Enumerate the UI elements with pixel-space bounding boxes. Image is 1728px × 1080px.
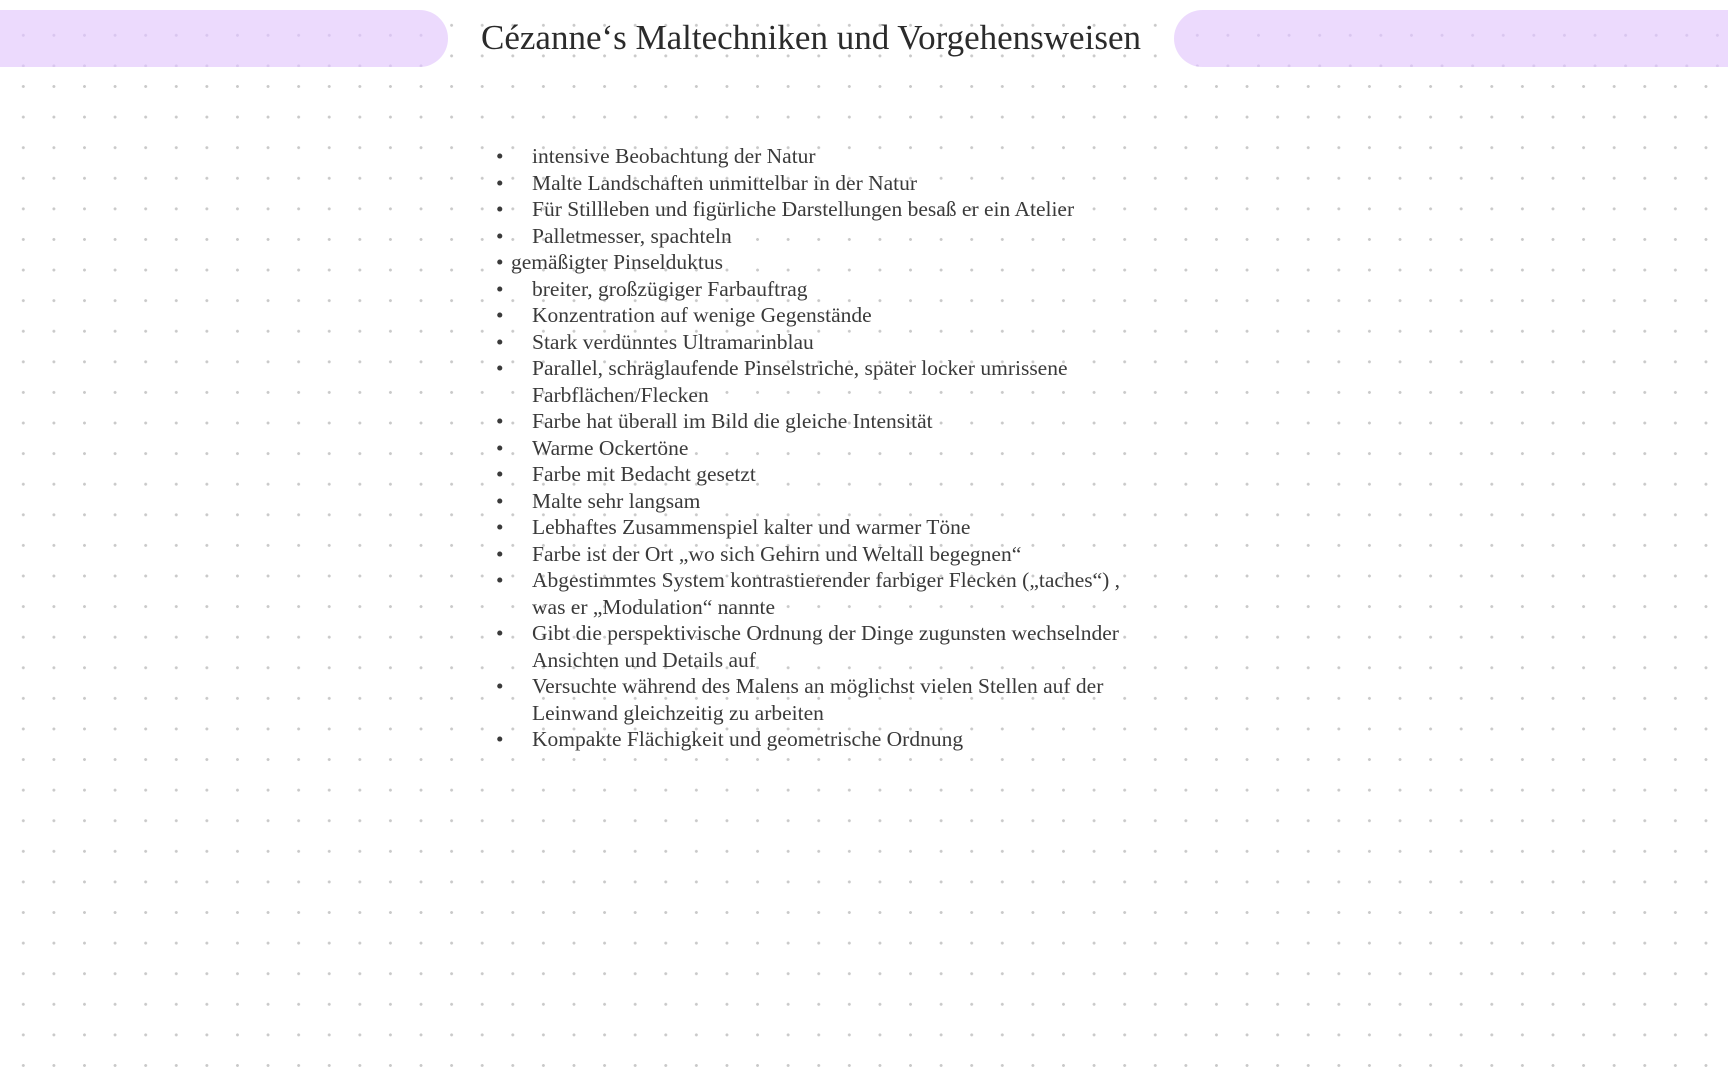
bullet-icon: • — [496, 515, 504, 539]
list-item — [496, 170, 1136, 197]
list-item — [496, 673, 1136, 726]
list-item-text: Gibt die perspektivische Ordnung der Dinge zugunsten wechselnder Ansichten und Details auf — [532, 621, 1119, 672]
bullet-icon: • — [496, 170, 504, 195]
list-item — [496, 276, 1136, 303]
bullet-icon: • — [496, 329, 504, 354]
list-item-text: Abgestimmtes System kontrastierender farbiger Flecken („taches“) , was er „Modulation“ nannte — [532, 568, 1121, 619]
list-item — [496, 196, 1136, 223]
list-item — [496, 249, 1136, 276]
list-item — [496, 726, 1136, 753]
bullet-icon: • — [496, 435, 504, 460]
list-item — [496, 223, 1136, 250]
bullet-icon: • — [496, 674, 504, 698]
bullet-icon: • — [496, 250, 504, 274]
list-item-text: Farbe mit Bedacht gesetzt — [532, 462, 756, 486]
list-item-text: Malte Landschaften unmittelbar in der Natur — [532, 170, 918, 195]
list-item-text: Malte sehr langsam — [532, 488, 701, 513]
list-item-text: intensive Beobachtung der Natur — [532, 144, 816, 168]
bullet-icon: • — [496, 541, 504, 566]
list-item — [496, 302, 1136, 329]
bullet-icon: • — [496, 727, 504, 751]
list-item — [496, 329, 1136, 356]
bullet-icon: • — [496, 276, 504, 301]
list-item-text: Farbe ist der Ort „wo sich Gehirn und Weltall begegnen“ — [532, 541, 1022, 566]
list-item-text: Farbe hat überall im Bild die gleiche Intensität — [532, 409, 933, 433]
list-item — [496, 488, 1136, 515]
page-title: Cézanne‘s Maltechniken und Vorgehensweisen — [481, 18, 1141, 57]
bullet-icon: • — [496, 356, 504, 380]
list-item-text: Lebhaftes Zusammenspiel kalter und warmer Töne — [532, 515, 971, 539]
bullet-icon: • — [496, 409, 504, 433]
list-item-text: Palletmesser, spachteln — [532, 223, 732, 248]
list-item-text: Warme Ockertöne — [532, 435, 689, 460]
list-item-text: Für Stillleben und figürliche Darstellungen besaß er ein Atelier — [532, 197, 1075, 221]
header-banner-right — [1174, 10, 1728, 67]
bullet-icon: • — [496, 144, 504, 168]
list-item — [496, 567, 1136, 620]
list-item-text: Parallel, schräglaufende Pinselstriche, später locker umrissene Farbflächen/Flecken — [532, 356, 1068, 407]
bullet-icon: • — [496, 488, 504, 513]
list-item-text: breiter, großzügiger Farbauftrag — [532, 276, 808, 301]
list-item — [496, 143, 1136, 170]
list-item-text: Konzentration auf wenige Gegenstände — [532, 303, 872, 327]
bullet-icon: • — [496, 303, 504, 327]
list-item-text: Stark verdünntes Ultramarinblau — [532, 329, 814, 354]
list-item — [496, 541, 1136, 568]
list-item — [496, 620, 1136, 673]
header-banner-left — [0, 10, 448, 67]
list-item — [496, 461, 1136, 488]
bullet-icon: • — [496, 621, 504, 645]
bullet-icon: • — [496, 568, 504, 592]
bullet-icon: • — [496, 462, 504, 486]
technique-list — [496, 143, 1136, 753]
list-item — [496, 355, 1136, 408]
bullet-icon: • — [496, 223, 504, 248]
list-item — [496, 435, 1136, 462]
list-item-text: Versuchte während des Malens an möglichst vielen Stellen auf der Leinwand gleichzeitig zu arbeiten — [532, 674, 1104, 725]
list-item-text: Kompakte Flächigkeit und geometrische Ordnung — [532, 727, 964, 751]
list-item-text: gemäßigter Pinselduktus — [511, 250, 723, 274]
list-item — [496, 514, 1136, 541]
bullet-icon: • — [496, 197, 504, 221]
list-item — [496, 408, 1136, 435]
